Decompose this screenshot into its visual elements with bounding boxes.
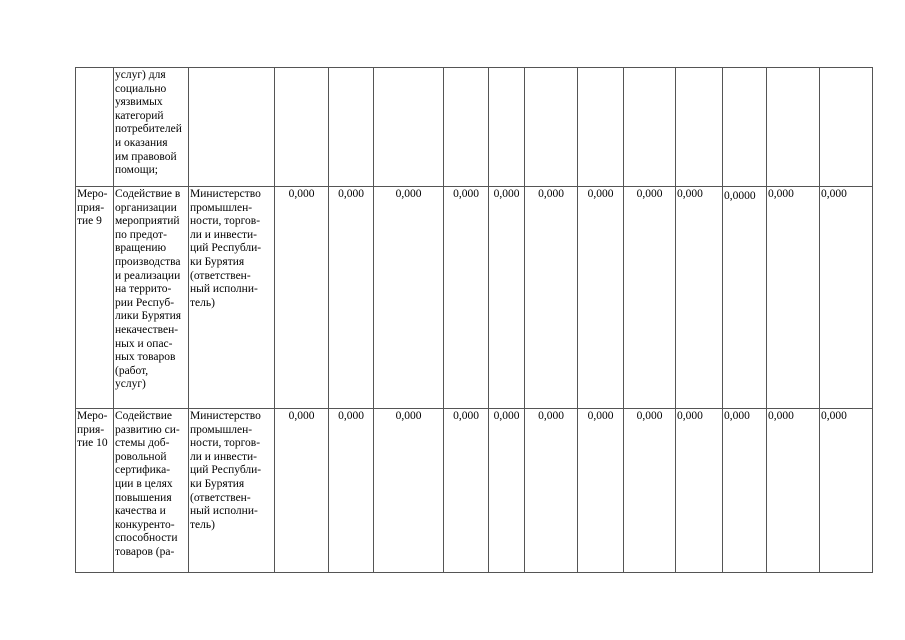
row-label-cell	[76, 68, 114, 187]
value-cell: 0,000	[624, 409, 676, 573]
value-cell: 0,000	[489, 187, 525, 409]
value-cell: 0,000	[676, 187, 723, 409]
value-cell: 0,000	[275, 409, 329, 573]
value-cell: 0,000	[578, 187, 624, 409]
value-cell: 0,000	[275, 187, 329, 409]
value-cell: 0,000	[374, 409, 444, 573]
value-cell: 0,000	[624, 187, 676, 409]
value-cell: 0,000	[489, 409, 525, 573]
value-cell	[820, 68, 873, 187]
value-cell: 0,000	[444, 409, 489, 573]
description-cell: Содействие развитию си- стемы доб- ровольной сертифика- ции в целях повышения качества и конкуренто- способности товаров (ра-	[114, 409, 189, 573]
description-cell: услуг) для социально уязвимых категорий потребителей и оказания им правовой помощи;	[114, 68, 189, 187]
value-cell: 0,000	[820, 409, 873, 573]
responsible-cell: Министерство промышлен- ности, торгов- ли и инвести- ций Республи- ки Бурятия (ответствен- ный исполни- тель)	[189, 409, 275, 573]
value-cell	[525, 68, 578, 187]
value-cell	[624, 68, 676, 187]
value-cell	[676, 68, 723, 187]
value-cell: 0,000	[676, 409, 723, 573]
description-cell: Содействие в организации мероприятий по предот- вращению производства и реализации на террито- рии Респуб- лики Бурятия некачествен- ных и опас- ных товаров (работ, услуг)	[114, 187, 189, 409]
value-cell	[767, 68, 820, 187]
value-cell: 0,000	[820, 187, 873, 409]
value-cell	[723, 68, 767, 187]
value-cell: 0,000	[767, 187, 820, 409]
row-label-cell: Меро- прия- тие 10	[76, 409, 114, 573]
value-cell: 0,000	[329, 187, 374, 409]
value-cell	[578, 68, 624, 187]
value-cell: 0,000	[723, 409, 767, 573]
responsible-cell: Министерство промышлен- ности, торгов- ли и инвести- ций Республи- ки Бурятия (ответствен- ный исполни- тель)	[189, 187, 275, 409]
value-cell: 0,000	[578, 409, 624, 573]
table-row-continuation	[76, 68, 873, 187]
value-cell: 0,000	[525, 187, 578, 409]
table-row-measure-9	[76, 187, 873, 409]
value-cell: 0,000	[374, 187, 444, 409]
value-cell	[444, 68, 489, 187]
table-row-measure-10	[76, 409, 873, 573]
row-label-cell: Меро- прия- тие 9	[76, 187, 114, 409]
value-cell	[329, 68, 374, 187]
value-cell: 0,000	[525, 409, 578, 573]
value-cell	[275, 68, 329, 187]
value-cell	[374, 68, 444, 187]
value-cell: 0,0000	[723, 187, 767, 409]
value-cell: 0,000	[329, 409, 374, 573]
budget-table	[75, 67, 873, 573]
value-cell: 0,000	[444, 187, 489, 409]
value-cell	[489, 68, 525, 187]
value-cell: 0,000	[767, 409, 820, 573]
responsible-cell	[189, 68, 275, 187]
